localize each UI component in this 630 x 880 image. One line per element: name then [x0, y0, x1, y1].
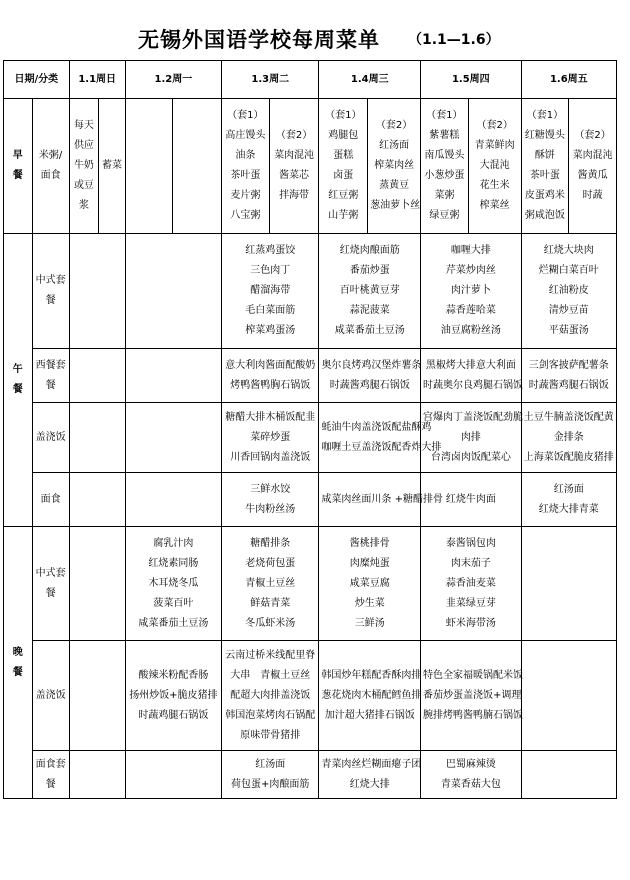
- dish: 百叶桃黄豆芽: [339, 285, 400, 296]
- text-line: （套2）: [375, 120, 413, 131]
- breakfast-wed-set1: [319, 99, 368, 234]
- date-range: （1.1—1.6）: [408, 32, 500, 48]
- category-cn-set: 中式套餐: [32, 234, 69, 349]
- dish: 蒜香莲哈菜: [445, 305, 496, 316]
- dish: 时蔬鸡腿石锅饭: [138, 709, 209, 721]
- text-line: 绿豆粥: [429, 210, 460, 221]
- dinner-bowl-thu: [421, 641, 522, 751]
- dish: 特色全家福暖锅配米饭: [423, 669, 524, 681]
- empty-cell: [521, 527, 616, 641]
- dish: 三鲜水饺: [250, 483, 291, 495]
- dinner-bowl-tue: [222, 641, 319, 751]
- text-line: 花生米: [479, 180, 510, 191]
- day-header: 1.2周一: [125, 61, 221, 99]
- dish: 酱桃排骨: [349, 537, 390, 549]
- breakfast-tue-set1: [222, 99, 270, 234]
- text-line: 葱油萝卜丝: [370, 200, 421, 211]
- dish: 三鲜汤: [354, 617, 385, 629]
- dish: 咸菜番茄土豆汤: [334, 325, 405, 336]
- breakfast-thu-set1: [421, 99, 469, 234]
- dinner-noodle-tue: [222, 751, 319, 799]
- page-title: 无锡外国语学校每周菜单: [138, 28, 380, 52]
- dish: 腕排烤鸭酱鸭腩石锅饭: [423, 709, 524, 721]
- dish: 油豆腐粉丝汤: [440, 325, 501, 336]
- text-line: 拌海带: [279, 190, 310, 201]
- empty-cell: [69, 751, 125, 799]
- meal-char: 餐: [12, 384, 23, 395]
- dish: 红汤面: [553, 483, 584, 495]
- dish: 配超大肉排盖浇饭: [230, 689, 311, 701]
- dish: 鲜菇青菜: [250, 597, 291, 609]
- dish: 葱花烧肉木桶配鳕鱼排: [321, 689, 422, 701]
- meal-char: 早: [12, 150, 23, 161]
- dish: 醋溜海带: [250, 285, 291, 296]
- dinner-cn-mon: [125, 527, 221, 641]
- dish: 时蔬酱鸡腿石锅饭: [329, 379, 410, 391]
- dish: 菜碎炒蛋: [250, 431, 291, 443]
- dish: 扬州炒饭+脆皮猪排: [129, 689, 218, 701]
- text-line: 小葱炒蛋: [424, 170, 465, 181]
- dish: 奥尔良烤鸡汉堡炸薯条: [321, 359, 422, 371]
- empty-cell: [125, 99, 173, 234]
- day-header: 1.6周五: [521, 61, 616, 99]
- dish: 咸菜番茄土豆汤: [138, 617, 209, 629]
- text-line: 卤蛋: [333, 170, 354, 181]
- dish: 青椒土豆丝: [245, 577, 296, 589]
- dish: 蒜香油麦菜: [445, 577, 496, 589]
- breakfast-tue-set2: [269, 99, 319, 234]
- text-line: 蛋糕: [333, 150, 354, 161]
- lunch-western-row: [4, 349, 617, 403]
- corner-header: 日期/分类: [4, 61, 70, 99]
- dish: 巴蜀麻辣烫: [445, 758, 496, 770]
- lunch-bowl-fri: [521, 403, 616, 473]
- dish: 烂糊白菜百叶: [538, 265, 599, 276]
- header-row: [4, 61, 617, 99]
- dish: 木耳烧冬瓜: [148, 577, 199, 589]
- lunch-bowl-thu: [421, 403, 522, 473]
- empty-cell: [69, 234, 125, 349]
- dish: 红烧牛肉面: [445, 493, 496, 505]
- dinner-noodle-row: [4, 751, 617, 799]
- breakfast-row: [4, 99, 617, 234]
- dish: 韭菜绿豆芽: [445, 597, 496, 609]
- dinner-cn-wed: [319, 527, 421, 641]
- text-line: 高庄馒头: [225, 130, 266, 141]
- dish: 咸菜豆腐: [349, 577, 390, 589]
- dish: 咸菜肉丝面川条 +糖醋排骨: [321, 493, 443, 505]
- breakfast-sun-extra: 蓄菜: [99, 99, 125, 234]
- dish: 糖醋排条: [250, 537, 291, 549]
- dish: 肉糜炖蛋: [349, 557, 390, 569]
- day-header: 1.1周日: [69, 61, 125, 99]
- text-line: 粥咸泡饭: [524, 210, 565, 221]
- text-line: 茶叶蛋: [230, 170, 261, 181]
- dish: 红烧素同肠: [148, 557, 199, 569]
- meal-label-lunch: [4, 234, 33, 527]
- dish: 番茄炒蛋盖浇饭+调理: [423, 689, 522, 701]
- dish: 红烧大排青菜: [538, 503, 599, 515]
- text-line: 红糖馒头: [524, 130, 565, 141]
- text-line: 时蔬: [582, 190, 603, 201]
- dish: 黑椒烤大排意大利面: [425, 359, 516, 371]
- empty-cell: [69, 641, 125, 751]
- lunch-west-tue: [222, 349, 319, 403]
- dish: 青菜香菇大包: [440, 778, 501, 790]
- dish: 平菇蛋汤: [548, 325, 589, 336]
- dish: 糖醋大排木桶饭配韭: [225, 411, 316, 423]
- empty-cell: [69, 473, 125, 527]
- dish: 三剑客披萨配薯条: [528, 359, 609, 371]
- text-line: （套2）: [476, 120, 513, 131]
- meal-char: 午: [12, 364, 23, 375]
- text-line: 酥饼: [534, 150, 555, 161]
- day-header: 1.5周四: [421, 61, 522, 99]
- dish: 泰酱锅包肉: [445, 537, 496, 549]
- lunch-west-wed: [319, 349, 421, 403]
- text-line: 山芋粥: [328, 210, 359, 221]
- dish: 菠菜百叶: [153, 597, 194, 609]
- dish: 川香回锅肉盖浇饭: [230, 451, 311, 463]
- title-bar: [0, 22, 630, 56]
- meal-label-dinner: [4, 527, 33, 799]
- dinner-cn-row: [4, 527, 617, 641]
- dish: 毛白菜面筋: [245, 305, 296, 316]
- category-western: 西餐套餐: [32, 349, 69, 403]
- empty-cell: [173, 99, 222, 234]
- lunch-noodle-tue: [222, 473, 319, 527]
- dish: 时蔬奥尔良鸡腿石锅饭: [423, 379, 524, 391]
- dish: 榨菜鸡蛋汤: [245, 325, 296, 336]
- text-line: （套1）: [325, 110, 362, 121]
- dinner-bowl-mon: [125, 641, 221, 751]
- empty-cell: [69, 527, 125, 641]
- text-line: 榨菜肉丝: [374, 160, 415, 171]
- dish: 肉汁萝卜: [450, 285, 491, 296]
- dinner-bowl-row: [4, 641, 617, 751]
- breakfast-fri-set2: [569, 99, 617, 234]
- text-line: 红汤面: [379, 140, 410, 151]
- lunch-noodle-wed: [319, 473, 443, 527]
- category-dinner-cn-set: 中式套餐: [32, 527, 69, 641]
- weekly-menu-table: [3, 60, 617, 799]
- text-line: 供应: [73, 140, 94, 151]
- category-noodles: 面食: [32, 473, 69, 527]
- lunch-cn-tue: [222, 234, 319, 349]
- text-line: 蒸黄豆: [379, 180, 410, 191]
- breakfast-fri-set1: [521, 99, 569, 234]
- dish: 台湾卤肉饭配菜心: [430, 451, 511, 463]
- dish: 荷包蛋+肉酿面筋: [231, 778, 310, 790]
- dish: 大串 青椒土豆丝: [230, 669, 311, 681]
- text-line: 榨菜丝: [479, 200, 510, 211]
- dish: 老烧荷包蛋: [245, 557, 296, 569]
- text-line: 菜肉混沌: [274, 150, 315, 161]
- dinner-cn-tue: [222, 527, 319, 641]
- dish: 冬瓜虾米汤: [245, 617, 296, 629]
- text-line: 青菜鲜肉: [474, 140, 515, 151]
- dish: 酸辣米粉配香肠: [138, 669, 209, 681]
- dish: 土豆牛腩盖浇饭配黄: [523, 411, 614, 423]
- text-line: 酱菜芯: [279, 170, 310, 181]
- text-line: （套2）: [275, 130, 313, 141]
- meal-label-breakfast: [4, 99, 33, 234]
- dish: 肉末茄子: [450, 557, 491, 569]
- text-line: 菜肉混沌: [572, 150, 613, 161]
- dish: 韩国炒年糕配香酥肉排: [321, 669, 422, 681]
- text-line: 南瓜馒头: [424, 150, 465, 161]
- category-rice-bowl: 盖浇饭: [32, 403, 69, 473]
- empty-cell: [125, 403, 221, 473]
- lunch-bowl-tue: [222, 403, 319, 473]
- dinner-noodle-wed: [319, 751, 421, 799]
- dish: 咖喱土豆盖浇饭配香炸大排: [321, 441, 442, 453]
- text-line: 大混沌: [479, 160, 510, 171]
- breakfast-thu-set2: [468, 99, 521, 234]
- lunch-west-fri: [521, 349, 616, 403]
- dish: 虾米海带汤: [445, 617, 496, 629]
- text-line: 牛奶: [73, 160, 94, 171]
- dish: 清炒豆苗: [548, 305, 589, 316]
- dish: 金排条: [553, 431, 584, 443]
- category-dinner-noodle-set: 面食套餐: [32, 751, 69, 799]
- dish: 红汤面: [255, 758, 286, 770]
- lunch-bowl-row: [4, 403, 617, 473]
- text-line: （套2）: [574, 130, 611, 141]
- text-line: 菜粥: [434, 190, 455, 201]
- text-line: 麦片粥: [230, 190, 261, 201]
- category-dinner-rice-bowl: 盖浇饭: [32, 641, 69, 751]
- empty-cell: [69, 349, 125, 403]
- dinner-bowl-wed: [319, 641, 421, 751]
- dish: 上海菜饭配脆皮猪排: [523, 451, 614, 463]
- text-line: 油条: [235, 150, 256, 161]
- dish: 韩国泡菜烤肉石锅配: [225, 709, 316, 721]
- dish: 红烧肉酿面筋: [339, 245, 400, 256]
- text-line: 或豆: [73, 180, 94, 191]
- dish: 红烧大块肉: [543, 245, 594, 256]
- day-header: 1.4周三: [319, 61, 421, 99]
- dish: 宫爆肉丁盖浇饭配劲脆: [423, 411, 524, 423]
- lunch-cn-wed: [319, 234, 421, 349]
- lunch-cn-row: [4, 234, 617, 349]
- dish: 加汁超大猪排石锅饭: [324, 709, 415, 721]
- dish: 云南过桥米线配里脊: [225, 649, 316, 661]
- dish: 红油粉皮: [548, 285, 589, 296]
- lunch-noodle-fri: [521, 473, 616, 527]
- empty-cell: [125, 473, 221, 527]
- dinner-noodle-thu: [421, 751, 522, 799]
- text-line: （套1）: [227, 110, 264, 121]
- dish: 红蒸鸡蛋饺: [245, 245, 296, 256]
- dish: 原味带骨猪排: [240, 729, 301, 741]
- empty-cell: [125, 751, 221, 799]
- empty-cell: [125, 349, 221, 403]
- dish: 番茄炒蛋: [349, 265, 390, 276]
- dish: 青菜肉丝烂糊面瘪子团: [321, 758, 422, 770]
- text-line: 茶叶蛋: [529, 170, 560, 181]
- dish: 芹菜炒肉丝: [445, 265, 496, 276]
- dish: 腐乳汁肉: [153, 537, 194, 549]
- dish: 三色肉丁: [250, 265, 291, 276]
- dish: 牛肉粉丝汤: [245, 503, 296, 515]
- text-line: 八宝粥: [230, 210, 261, 221]
- dinner-cn-thu: [421, 527, 522, 641]
- lunch-noodle-row: [4, 473, 617, 527]
- empty-cell: [521, 641, 616, 751]
- dish: 时蔬酱鸡腿石锅饭: [528, 379, 609, 391]
- text-line: （套1）: [526, 110, 564, 121]
- dish: 烤鸭酱鸭胸石锅饭: [230, 379, 311, 391]
- meal-char: 晚: [12, 646, 23, 658]
- breakfast-sun-note: [69, 99, 99, 234]
- dish: 蒜泥菠菜: [349, 305, 390, 316]
- text-line: 皮蛋鸡米: [524, 190, 565, 201]
- breakfast-wed-set2: [368, 99, 421, 234]
- text-line: 浆: [78, 200, 89, 211]
- dish: 咖喱大排: [450, 245, 491, 256]
- text-line: 每天: [73, 120, 94, 131]
- lunch-cn-thu: [421, 234, 522, 349]
- text-line: 红豆粥: [328, 190, 359, 201]
- text-line: 鸡腿包: [328, 130, 359, 141]
- dish: 肉排: [460, 431, 481, 443]
- day-header: 1.3周二: [222, 61, 319, 99]
- dish: 意大利肉酱面配酸奶: [225, 359, 316, 371]
- meal-char: 餐: [12, 170, 23, 181]
- text-line: 紫薯糕: [429, 130, 460, 141]
- lunch-bowl-wed: [319, 403, 442, 473]
- text-line: 酱黄瓜: [577, 170, 608, 181]
- dish: 蚝油牛肉盖浇饭配盐酥鸡: [321, 421, 432, 433]
- lunch-cn-fri: [521, 234, 616, 349]
- dish: 炒生菜: [354, 597, 385, 609]
- category-porridge: 米粥/面食: [32, 99, 69, 234]
- empty-cell: [521, 751, 616, 799]
- text-line: （套1）: [426, 110, 463, 121]
- dish: 红烧大排: [349, 778, 390, 790]
- empty-cell: [125, 234, 221, 349]
- meal-char: 餐: [12, 666, 23, 678]
- lunch-west-thu: [421, 349, 522, 403]
- empty-cell: [69, 403, 125, 473]
